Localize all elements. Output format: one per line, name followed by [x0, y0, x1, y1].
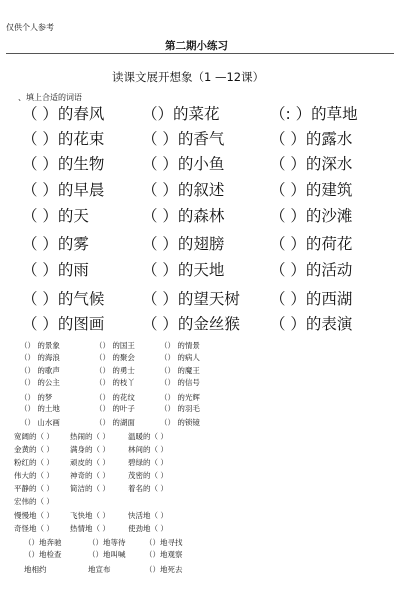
adj-item[interactable]: 满身的（ ）	[70, 445, 110, 454]
adj-item[interactable]: 伟大的（ ）	[14, 471, 54, 480]
instruction-text: 、填上合适的词语	[18, 93, 82, 102]
noun-item[interactable]: （） 的土地	[20, 404, 60, 413]
adj-item[interactable]: 神奇的（ ）	[70, 471, 110, 480]
adverb-item[interactable]: （）地死去	[145, 565, 183, 574]
noun-item[interactable]: （） 的公主	[20, 378, 60, 387]
fill-item[interactable]: （ ）的荷花	[270, 235, 353, 253]
fill-item[interactable]: （ ）的生物	[22, 155, 105, 173]
adj-item[interactable]: 热情地（ ）	[70, 524, 110, 533]
noun-item[interactable]: （） 的信号	[160, 378, 200, 387]
noun-item[interactable]: （） 的枝丫	[95, 378, 135, 387]
noun-item[interactable]: （） 山水画	[20, 418, 60, 427]
adj-item[interactable]: 热闹的（ ）	[70, 432, 110, 441]
fill-item[interactable]: （ ）的深水	[270, 155, 353, 173]
adj-item[interactable]: 快活地（ ）	[128, 511, 168, 520]
noun-item[interactable]: （） 的情景	[160, 341, 200, 350]
adverb-item[interactable]: 地相约	[24, 565, 47, 574]
noun-item[interactable]: （） 的湖面	[95, 418, 135, 427]
fill-item[interactable]: （: ）的草地	[270, 105, 358, 123]
adverb-item[interactable]: （）地检查	[24, 550, 62, 559]
adj-item[interactable]: 着名的（ ）	[128, 484, 168, 493]
fill-item[interactable]: （ ）的西湖	[270, 290, 353, 308]
fill-item[interactable]: （ ）的表演	[270, 315, 353, 333]
fill-item[interactable]: （ ）的雨	[22, 261, 89, 279]
adj-item[interactable]: 碧绿的（ ）	[128, 458, 168, 467]
noun-item[interactable]: （） 的病人	[160, 353, 200, 362]
adj-item[interactable]: 平静的（ ）	[14, 484, 54, 493]
adverb-item[interactable]: （）地奔驰	[24, 538, 62, 547]
fill-item[interactable]: （ ）的花束	[22, 130, 105, 148]
header-divider	[6, 53, 394, 54]
noun-item[interactable]: （） 的海浪	[20, 353, 60, 362]
header-note: 仅供个人参考	[6, 23, 54, 32]
fill-item[interactable]: （ ）的香气	[142, 130, 225, 148]
adj-item[interactable]: 宽阔的（ ）	[14, 432, 54, 441]
adj-item[interactable]: 金黄的（ ）	[14, 445, 54, 454]
fill-item[interactable]: （ ）的沙滩	[270, 207, 353, 225]
fill-item[interactable]: （ ）的小鱼	[142, 155, 225, 173]
fill-item[interactable]: （ ）的金丝猴	[142, 315, 240, 333]
noun-item[interactable]: （） 的魔王	[160, 366, 200, 375]
noun-item[interactable]: （） 的勇士	[95, 366, 135, 375]
fill-item[interactable]: （ ）的望天树	[142, 290, 240, 308]
noun-item[interactable]: （） 的羽毛	[160, 404, 200, 413]
noun-item[interactable]: （） 的光辉	[160, 393, 200, 402]
adverb-item[interactable]: （）地等待	[88, 538, 126, 547]
noun-item[interactable]: （） 的花纹	[95, 393, 135, 402]
fill-item[interactable]: （ ）的气候	[22, 290, 105, 308]
adverb-item[interactable]: （）地寻找	[145, 538, 183, 547]
noun-item[interactable]: （） 的国王	[95, 341, 135, 350]
fill-item[interactable]: （ ）的天地	[142, 261, 225, 279]
adj-item[interactable]: 简洁的（ ）	[70, 484, 110, 493]
fill-item[interactable]: （）的菜花	[142, 105, 220, 123]
fill-item[interactable]: （ ）的活动	[270, 261, 353, 279]
adverb-item[interactable]: （）地叫喊	[88, 550, 126, 559]
noun-item[interactable]: （） 的锁镜	[160, 418, 200, 427]
fill-item[interactable]: （ ）的露水	[270, 130, 353, 148]
noun-item[interactable]: （） 的叶子	[95, 404, 135, 413]
adj-item[interactable]: 茂密的（ ）	[128, 471, 168, 480]
fill-item[interactable]: （ ）的图画	[22, 315, 105, 333]
fill-item[interactable]: （ ）的建筑	[270, 181, 353, 199]
adj-item[interactable]: 宏伟的（ ）	[14, 497, 54, 506]
noun-item[interactable]: （） 的歌声	[20, 366, 60, 375]
fill-item[interactable]: （ ）的早晨	[22, 181, 105, 199]
fill-item[interactable]: （ ）的森林	[142, 207, 225, 225]
adj-item[interactable]: 使劲地（ ）	[128, 524, 168, 533]
adj-item[interactable]: 顽皮的（ ）	[70, 458, 110, 467]
adj-item[interactable]: 温暖的（ ）	[128, 432, 168, 441]
adj-item[interactable]: 林间的（ ）	[128, 445, 168, 454]
fill-item[interactable]: （ ）的春风	[22, 105, 105, 123]
adj-item[interactable]: 粉红的（ ）	[14, 458, 54, 467]
fill-item[interactable]: （ ）的天	[22, 207, 89, 225]
fill-item[interactable]: （ ）的雾	[22, 235, 89, 253]
noun-item[interactable]: （） 的景象	[20, 341, 60, 350]
noun-item[interactable]: （） 的梦	[20, 393, 53, 402]
adj-item[interactable]: 奇怪地（ ）	[14, 524, 54, 533]
fill-item[interactable]: （ ）的翅膀	[142, 235, 225, 253]
section-title: 读课文展开想象（1 —12课）	[112, 70, 265, 84]
noun-item[interactable]: （） 的聚会	[95, 353, 135, 362]
page-title: 第二期小练习	[165, 40, 228, 52]
adverb-item[interactable]: 地宣布	[88, 565, 111, 574]
adj-item[interactable]: 飞快地（ ）	[70, 511, 110, 520]
adverb-item[interactable]: （）地观察	[145, 550, 183, 559]
adj-item[interactable]: 慢慢地（ ）	[14, 511, 54, 520]
fill-item[interactable]: （ ）的叙述	[142, 181, 225, 199]
